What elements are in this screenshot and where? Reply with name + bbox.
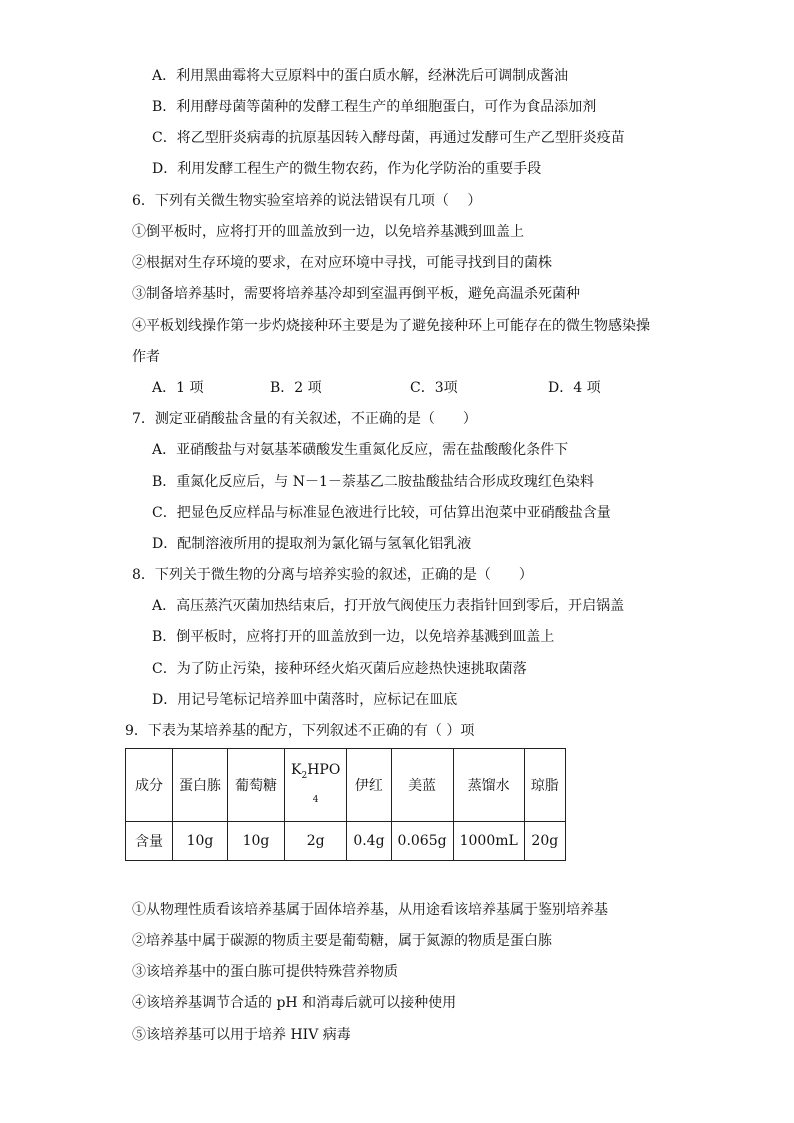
table-cell-component-k2hpo4 bbox=[285, 749, 347, 822]
q7-option-d: D．配制溶液所用的提取剂为氯化镉与氢氧化铝乳液 bbox=[152, 536, 472, 552]
q7-option-a: A．亚硝酸盐与对氨基苯磺酸发生重氮化反应，需在盐酸酸化条件下 bbox=[152, 442, 569, 458]
q8-option-d: D．用记号笔标记培养皿中菌落时，应标记在皿底 bbox=[152, 692, 458, 708]
q6-choice-a: A．1 项 bbox=[152, 380, 204, 396]
q8-option-a: A．高压蒸汽灭菌加热结束后，打开放气阀使压力表指针回到零后，开启锅盖 bbox=[152, 598, 625, 614]
k2hpo4-sub-4: 4 bbox=[312, 794, 319, 805]
q5-option-d: D．利用发酵工程生产的微生物农药，作为化学防治的重要手段 bbox=[152, 161, 542, 177]
table-header-amount: 含量 bbox=[126, 822, 173, 861]
q7-stem: 7．测定亚硝酸盐含量的有关叙述，不正确的是（ ） bbox=[132, 411, 477, 427]
q8-stem: 8．下列关于微生物的分离与培养实验的叙述，正确的是（ ） bbox=[132, 567, 533, 583]
table-header-component: 成分 bbox=[126, 749, 173, 822]
table-row-amounts bbox=[126, 822, 566, 861]
q6-item-1: ①倒平板时，应将打开的皿盖放到一边，以免培养基溅到皿盖上 bbox=[132, 224, 524, 240]
table-cell-amount: 20g bbox=[524, 822, 565, 861]
medium-recipe-table bbox=[125, 748, 566, 861]
table-cell-component: 葡萄糖 bbox=[228, 749, 285, 822]
table-cell-amount: 0.4g bbox=[347, 822, 391, 861]
q8-option-c: C．为了防止污染，接种环经火焰灭菌后应趁热快速挑取菌落 bbox=[152, 661, 527, 677]
q6-item-2: ②根据对生存环境的要求，在对应环境中寻找，可能寻找到目的菌株 bbox=[132, 255, 552, 271]
q5-option-c: C．将乙型肝炎病毒的抗原基因转入酵母菌，再通过发酵可生产乙型肝炎疫苗 bbox=[152, 130, 625, 146]
table-row-components bbox=[126, 749, 566, 822]
table-cell-component: 美蓝 bbox=[391, 749, 453, 822]
q8-option-b: B．倒平板时，应将打开的皿盖放到一边，以免培养基溅到皿盖上 bbox=[152, 629, 555, 645]
q9-item-4: ④该培养基调节合适的 pH 和消毒后就可以接种使用 bbox=[132, 995, 457, 1011]
q7-option-b: B．重氮化反应后，与 N－1－萘基乙二胺盐酸盐结合形成玫瑰红色染料 bbox=[152, 474, 594, 490]
q9-item-1: ①从物理性质看该培养基属于固体培养基，从用途看该培养基属于鉴别培养基 bbox=[132, 902, 608, 918]
k2hpo4-k: K bbox=[291, 762, 302, 779]
table-cell-component: 琼脂 bbox=[524, 749, 565, 822]
table-cell-amount: 1000mL bbox=[453, 822, 524, 861]
q5-option-b: B．利用酵母菌等菌种的发酵工程生产的单细胞蛋白，可作为食品添加剂 bbox=[152, 99, 597, 115]
table-cell-component: 伊红 bbox=[347, 749, 391, 822]
k2hpo4-hpo: HPO bbox=[307, 762, 341, 779]
k2hpo4-sub-2: 2 bbox=[301, 771, 308, 781]
q6-item-4-continued: 作者 bbox=[132, 349, 160, 365]
q6-choice-b: B．2 项 bbox=[270, 380, 322, 396]
table-cell-amount: 0.065g bbox=[391, 822, 453, 861]
q6-item-4: ④平板划线操作第一步灼烧接种环主要是为了避免接种环上可能存在的微生物感染操 bbox=[132, 318, 650, 334]
table-cell-amount: 2g bbox=[285, 822, 347, 861]
q9-stem: 9．下表为某培养基的配方，下列叙述不正确的有（ ）项 bbox=[125, 723, 475, 739]
table-cell-amount: 10g bbox=[173, 822, 228, 861]
q6-stem: 6．下列有关微生物实验室培养的说法错误有几项（ ） bbox=[132, 193, 482, 209]
table-cell-component: 蛋白胨 bbox=[173, 749, 228, 822]
q6-choice-d: D．4 项 bbox=[548, 380, 601, 396]
q9-item-2: ②培养基中属于碳源的物质主要是葡萄糖，属于氮源的物质是蛋白胨 bbox=[132, 933, 552, 949]
q9-item-5: ⑤该培养基可以用于培养 HIV 病毒 bbox=[132, 1027, 351, 1043]
q6-choice-c: C．3项 bbox=[410, 380, 458, 396]
q5-option-a: A．利用黑曲霉将大豆原料中的蛋白质水解，经淋洗后可调制成酱油 bbox=[152, 68, 569, 84]
table-cell-amount: 10g bbox=[228, 822, 285, 861]
table-cell-component: 蒸馏水 bbox=[453, 749, 524, 822]
q6-item-3: ③制备培养基时，需要将培养基冷却到室温再倒平板，避免高温杀死菌种 bbox=[132, 286, 580, 302]
q7-option-c: C．把显色反应样品与标准显色液进行比较，可估算出泡菜中亚硝酸盐含量 bbox=[152, 505, 611, 521]
q9-item-3: ③该培养基中的蛋白胨可提供特殊营养物质 bbox=[132, 964, 398, 980]
